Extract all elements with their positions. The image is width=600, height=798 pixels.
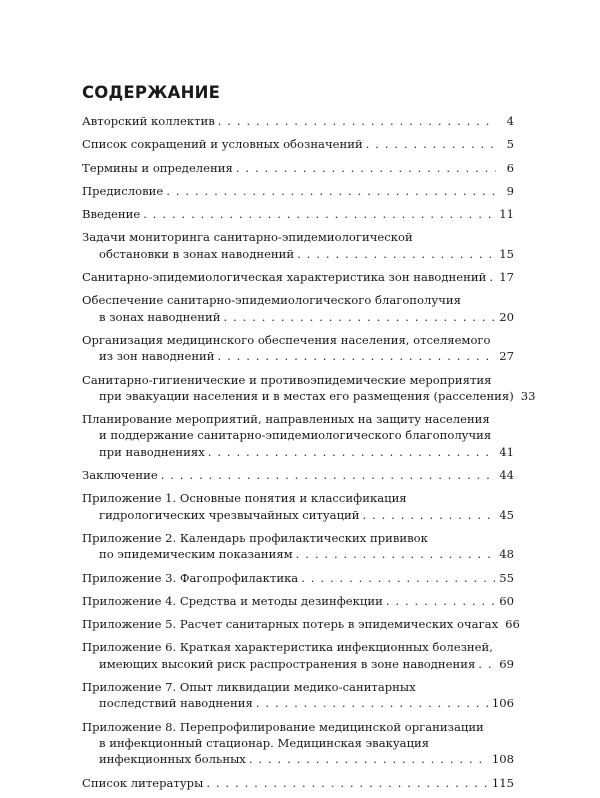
toc-entry-text-line: Приложение 4. Средства и методы дезинфекции xyxy=(82,593,383,608)
dot-leader xyxy=(363,507,496,523)
toc-page-number: 20 xyxy=(499,309,514,324)
toc-page-number: 45 xyxy=(499,507,514,522)
dot-leader xyxy=(223,309,495,325)
toc-entry-text-line: в инфекционный стационар. Медицинская эвакуация xyxy=(99,735,430,750)
toc-entry-text-line: Приложение 7. Опыт ликвидации медико-санитарных xyxy=(82,680,416,695)
toc-entry-leader-line xyxy=(82,183,514,199)
toc-entry-text-line: Приложение 3. Фагопрофилактика xyxy=(82,570,299,585)
toc-entry xyxy=(82,229,514,262)
toc-entry-text-line: Приложение 2. Календарь профилактических прививок xyxy=(82,530,428,545)
toc-page-number: 17 xyxy=(499,270,514,285)
toc-entry xyxy=(82,269,514,285)
toc-entry xyxy=(82,775,514,791)
toc-entry xyxy=(82,411,514,460)
toc-entry xyxy=(82,639,514,672)
toc-entry-text-line: в зонах наводнений xyxy=(99,309,221,324)
toc-entry-text-line: Список сокращений и условных обозначений xyxy=(82,137,363,152)
toc-entry-leader-line xyxy=(82,570,514,586)
toc-entry-text-line: Задачи мониторинга санитарно-эпидемиологической xyxy=(82,230,413,245)
toc-page xyxy=(82,82,536,798)
toc-entry-leader-line xyxy=(82,246,514,262)
toc-entry-text-line: из зон наводнений xyxy=(99,349,215,364)
toc-entry-leader-line xyxy=(82,309,514,325)
toc-entry-text-line: Обеспечение санитарно-эпидемиологического благополучия xyxy=(82,293,461,308)
dot-leader xyxy=(166,183,496,199)
toc-page-number: 41 xyxy=(499,444,514,459)
toc-entry-text-line: при эвакуации населения и в местах его размещения (расселения) xyxy=(99,388,514,403)
toc-entry-text-line: Список литературы xyxy=(82,775,204,790)
toc-entry-text-line: инфекционных больных xyxy=(99,752,246,767)
toc-entry-leader-line xyxy=(82,467,514,483)
toc-page-number: 15 xyxy=(499,246,514,261)
toc-entry-text-line: Авторский коллектив xyxy=(82,114,215,128)
toc-entry-text-line: Планирование мероприятий, направленных на защиту населения xyxy=(82,412,490,427)
toc-entry-leader-line xyxy=(82,775,514,791)
toc-entry xyxy=(82,332,514,365)
toc-entry xyxy=(82,183,514,199)
toc-entry-text-line: Термины и определения xyxy=(82,160,233,175)
toc-page-number: 106 xyxy=(491,696,514,711)
page-title: СОДЕРЖАНИЕ xyxy=(82,83,221,102)
toc-page-number: 4 xyxy=(506,114,514,128)
toc-entry-leader-line xyxy=(82,348,514,364)
dot-leader xyxy=(301,570,495,586)
toc-page-number: 66 xyxy=(505,617,520,632)
toc-entry xyxy=(82,616,520,632)
dot-leader xyxy=(256,695,488,711)
toc-entry-text-line: имеющих высокий риск распространения в зоне наводнения xyxy=(99,656,476,671)
toc-entry xyxy=(82,206,514,222)
toc-entry xyxy=(82,292,514,325)
toc-entry-text-line: гидрологических чрезвычайных ситуаций xyxy=(99,507,360,522)
toc-page-number: 60 xyxy=(499,593,514,608)
toc-entry-text-line: Приложение 5. Расчет санитарных потерь в эпидемических очагах xyxy=(82,617,499,632)
toc-list xyxy=(82,113,536,791)
dot-leader xyxy=(249,751,488,767)
toc-entry-text-line: Приложение 8. Перепрофилирование медицинской организации xyxy=(82,719,484,734)
dot-leader xyxy=(366,136,496,152)
dot-leader xyxy=(208,444,495,460)
toc-page-number: 55 xyxy=(499,570,514,585)
toc-entry-leader-line xyxy=(82,751,514,767)
dot-leader xyxy=(143,206,495,222)
toc-page-number: 33 xyxy=(520,388,536,403)
toc-entry-leader-line xyxy=(82,269,514,285)
toc-entry-text-line: Приложение 6. Краткая характеристика инфекционных болезней, xyxy=(82,640,493,655)
toc-entry-text-line: Санитарно-гигиенические и противоэпидемические мероприятия xyxy=(82,372,492,387)
toc-entry-text-line: Предисловие xyxy=(82,183,164,198)
toc-page-number: 108 xyxy=(491,752,514,767)
toc-page-number: 9 xyxy=(506,183,514,198)
toc-entry-leader-line xyxy=(82,160,514,176)
toc-page-number: 5 xyxy=(506,137,514,152)
toc-page-number: 48 xyxy=(499,547,514,562)
dot-leader xyxy=(296,546,496,562)
toc-entry-text-line: Санитарно-эпидемиологическая характеристика зон наводнений xyxy=(82,270,487,285)
dot-leader xyxy=(218,113,496,129)
dot-leader xyxy=(297,246,495,262)
toc-page-number: 69 xyxy=(499,656,514,671)
toc-entry xyxy=(82,136,514,152)
toc-page-number: 11 xyxy=(499,207,514,222)
toc-entry-leader-line xyxy=(82,206,514,222)
dot-leader xyxy=(218,348,496,364)
toc-entry-text-line: при наводнениях xyxy=(99,444,205,459)
toc-entry-text-line: Введение xyxy=(82,207,141,222)
toc-entry-text-line: Организация медицинского обеспечения населения, отселяемого xyxy=(82,332,491,347)
toc-entry xyxy=(82,593,514,609)
dot-leader xyxy=(386,593,495,609)
toc-entry-leader-line xyxy=(82,546,514,562)
toc-entry-leader-line xyxy=(82,656,514,672)
toc-page-number: 6 xyxy=(506,160,514,175)
toc-entry xyxy=(82,372,536,405)
toc-entry-leader-line xyxy=(82,136,514,152)
toc-entry xyxy=(82,490,514,523)
toc-entry-text-line: последствий наводнения xyxy=(99,696,253,711)
toc-entry-leader-line xyxy=(82,593,514,609)
toc-entry xyxy=(82,570,514,586)
toc-entry-leader-line xyxy=(82,444,514,460)
toc-entry-leader-line xyxy=(82,113,514,129)
toc-entry xyxy=(82,160,514,176)
toc-entry xyxy=(82,719,514,768)
toc-page-number: 115 xyxy=(491,775,514,790)
toc-entry-leader-line xyxy=(82,616,520,632)
toc-entry-text-line: Заключение xyxy=(82,468,158,483)
toc-entry-text-line: и поддержание санитарно-эпидемиологического благополучия xyxy=(99,428,492,443)
dot-leader xyxy=(489,269,495,285)
toc-entry xyxy=(82,530,514,563)
toc-entry-leader-line xyxy=(82,695,514,711)
toc-page-number: 27 xyxy=(499,349,514,364)
toc-entry-text-line: Приложение 1. Основные понятия и классификация xyxy=(82,491,407,506)
toc-entry-text-line: по эпидемическим показаниям xyxy=(99,547,293,562)
toc-page-number: 44 xyxy=(499,468,514,483)
toc-entry-leader-line xyxy=(82,388,536,404)
dot-leader xyxy=(478,656,495,672)
toc-entry-text-line: обстановки в зонах наводнений xyxy=(99,246,295,261)
dot-leader xyxy=(236,160,496,176)
toc-entry xyxy=(82,113,514,129)
dot-leader xyxy=(206,775,488,791)
dot-leader xyxy=(161,467,496,483)
toc-entry-leader-line xyxy=(82,507,514,523)
toc-entry xyxy=(82,679,514,712)
toc-entry xyxy=(82,467,514,483)
